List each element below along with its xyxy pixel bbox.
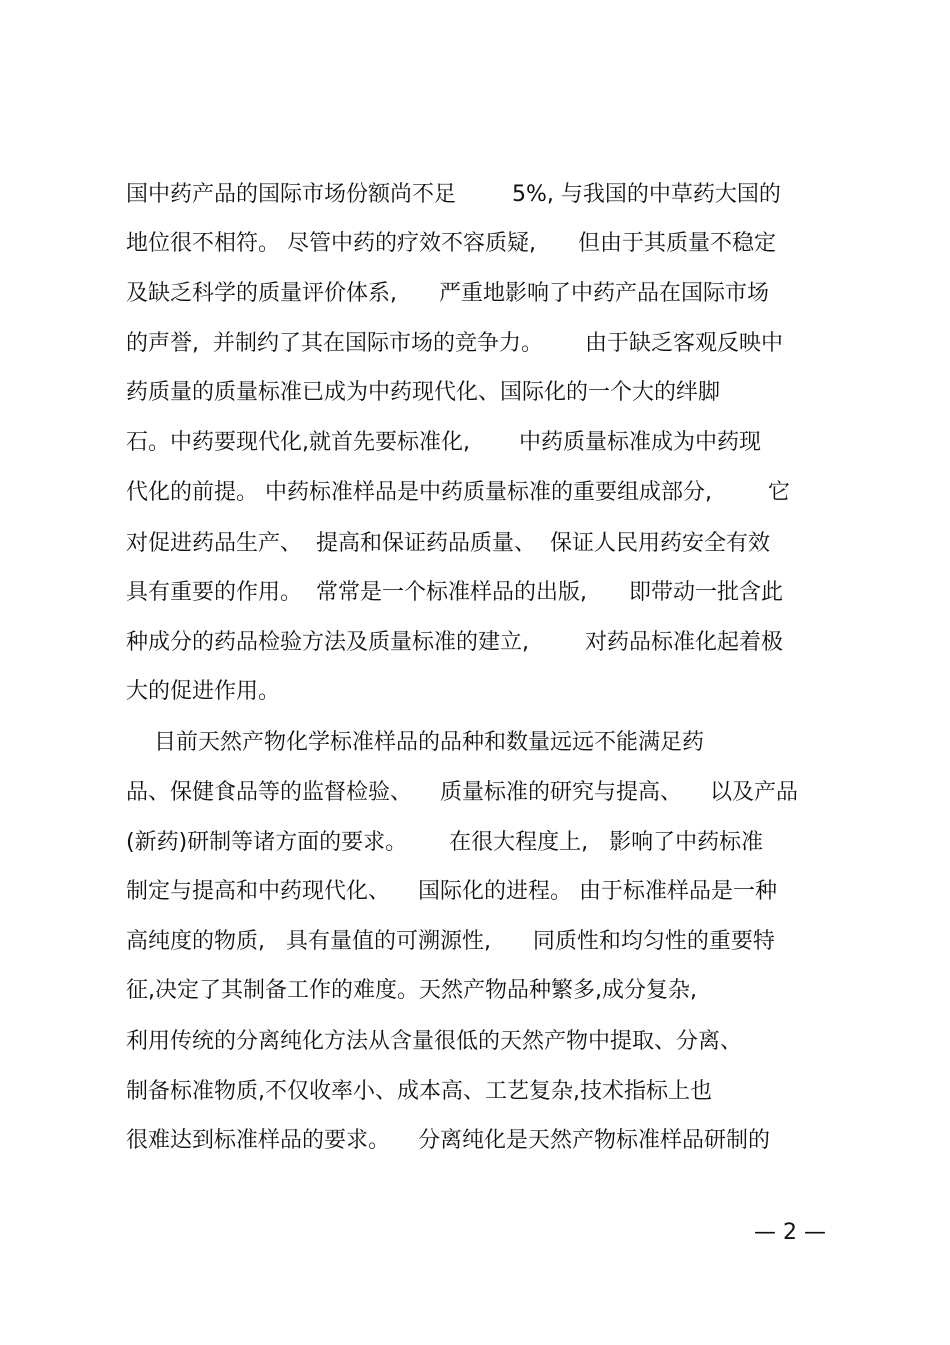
text-line: 具有重要的作用。 常常是一个标准样品的出版, 即带动一批含此: [126, 580, 783, 605]
text-line: 药质量的质量标准已成为中药现代化、国际化的一个大的绊脚: [126, 380, 721, 405]
text-line: 目前天然产物化学标准样品的品种和数量远远不能满足药: [126, 730, 704, 755]
text-line: (新药)研制等诸方面的要求。 在很大程度上, 影响了中药标准: [126, 830, 764, 855]
text-line: 大的促进作用。: [126, 679, 281, 704]
text-line: 利用传统的分离纯化方法从含量很低的天然产物中提取、分离、: [126, 1029, 743, 1054]
page-number: — 2 —: [754, 1220, 826, 1245]
text-line: 制备标准物质,不仅收率小、成本高、工艺复杂,技术指标上也: [126, 1079, 712, 1104]
text-line: 及缺乏科学的质量评价体系, 严重地影响了中药产品在国际市场: [126, 281, 769, 306]
text-line: 地位很不相符。 尽管中药的疗效不容质疑, 但由于其质量不稳定: [126, 231, 776, 256]
text-line: 种成分的药品检验方法及质量标准的建立, 对药品标准化起着极: [126, 630, 783, 655]
text-line: 的声誉, 并制约了其在国际市场的竞争力。 由于缺乏客观反映中: [126, 331, 783, 356]
text-line: 国中药产品的国际市场份额尚不足 5%, 与我国的中草药大国的: [126, 182, 781, 207]
text-line: 高纯度的物质, 具有量值的可溯源性, 同质性和均匀性的重要特: [126, 929, 775, 954]
text-line: 品、保健食品等的监督检验、 质量标准的研究与提高、 以及产品: [126, 780, 798, 805]
text-line: 代化的前提。 中药标准样品是中药质量标准的重要组成部分, 它: [126, 480, 790, 505]
text-line: 征,决定了其制备工作的难度。天然产物品种繁多,成分复杂,: [126, 978, 697, 1003]
text-line: 石。中药要现代化,就首先要标准化, 中药质量标准成为中药现: [126, 430, 761, 455]
text-line: 对促进药品生产、 提高和保证药品质量、 保证人民用药安全有效: [126, 531, 770, 556]
text-line: 制定与提高和中药现代化、 国际化的进程。 由于标准样品是一种: [126, 879, 777, 904]
text-line: 很难达到标准样品的要求。 分离纯化是天然产物标准样品研制的: [126, 1128, 770, 1153]
